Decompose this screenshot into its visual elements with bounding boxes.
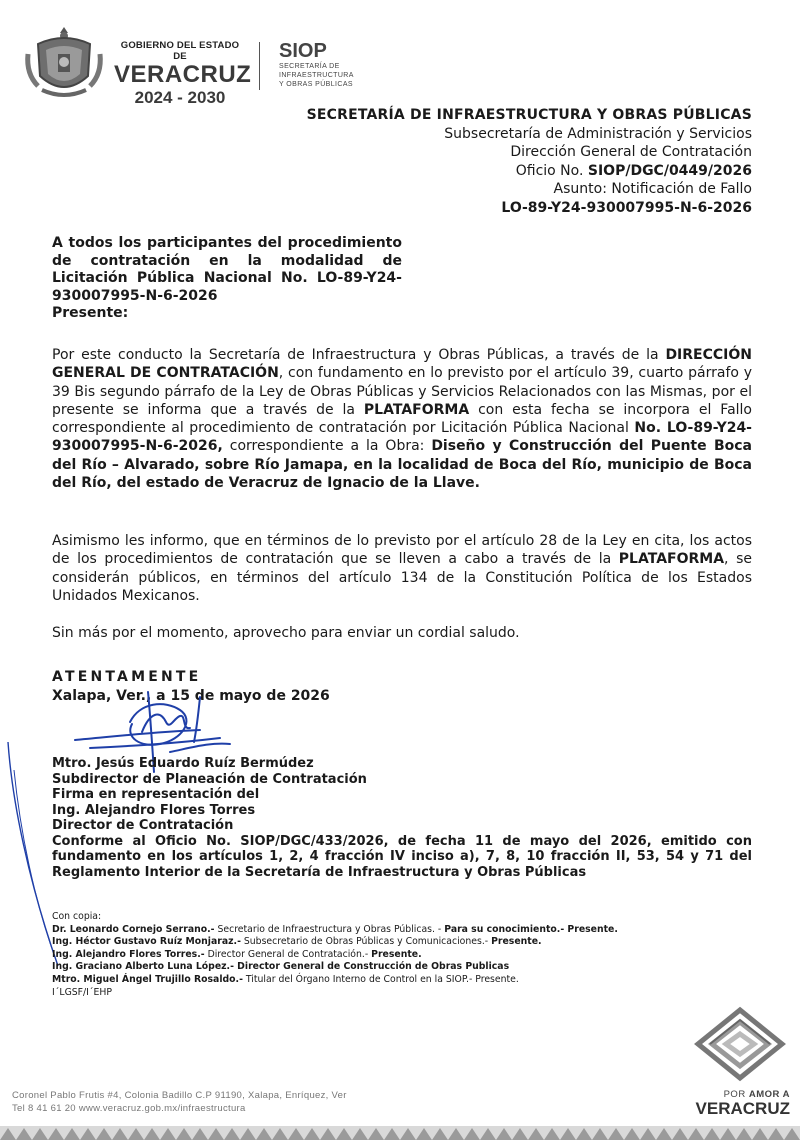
cc-item: Dr. Leonardo Cornejo Serrano.- Secretario de Infraestructura y Obras Públicas. - Para su conocimiento.- Presente. bbox=[52, 923, 618, 935]
cc-item: Ing. Alejandro Flores Torres.- Director General de Contratación.- Presente. bbox=[52, 948, 422, 960]
p2-text-c: , se considerán públicos, en términos del artículo 134 de la Constitución Política de los Estados Unidados Mexicanos. bbox=[52, 551, 752, 604]
body-paragraph-1 bbox=[52, 346, 752, 492]
p1-text-b: DIRECCIÓN GENERAL DE CONTRATACIÓN bbox=[52, 347, 752, 382]
legal-basis: Conforme al Oficio No. SIOP/DGC/433/2026, de fecha 11 de mayo del 2026, emitido con fundamento en los artículos 1, 2, 4 fracción IV inciso a), 7, 8, 10 fracción II, 53, 54 y 71 del Reglamento Interior de la Secretaría de Infraestructura y Obras Públicas bbox=[52, 833, 752, 880]
siop-sub-3: Y OBRAS PÚBLICAS bbox=[279, 81, 353, 88]
motto-bottom: VERACRUZ bbox=[695, 1099, 790, 1118]
motto-top-a: POR bbox=[723, 1089, 749, 1100]
footer-contact-line: Tel 8 41 61 20 www.veracruz.gob.mx/infraestructura bbox=[12, 1103, 246, 1114]
p2-text-b: PLATAFORMA bbox=[618, 551, 725, 568]
oficio-label: Oficio No. bbox=[515, 162, 588, 179]
oficio-number bbox=[307, 162, 752, 181]
oficio-value: SIOP/DGC/0449/2026 bbox=[587, 162, 752, 179]
body-paragraph-3: Sin más por el momento, aprovecho para enviar un cordial saludo. bbox=[52, 625, 520, 641]
addressee-presente: Presente: bbox=[52, 305, 129, 321]
p1-text-g: correspondiente a la Obra: bbox=[222, 438, 432, 455]
reference-number: LO-89-Y24-930007995-N-6-2026 bbox=[501, 199, 752, 216]
org-header bbox=[307, 106, 752, 217]
p1-text-e: con esta fecha se incorpora el Fallo correspondiente al procedimiento de contratación por Licitación Pública Nacional bbox=[52, 401, 752, 437]
signer-role: Subdirector de Planeación de Contratación bbox=[52, 771, 367, 787]
p1-text-a: Por este conducto la Secretaría de Infraestructura y Obras Públicas, a través de la bbox=[52, 347, 666, 363]
siop-wordmark bbox=[279, 40, 389, 89]
gov-line-1: GOBIERNO DEL ESTADO DE bbox=[120, 40, 240, 62]
cc-item: Ing. Héctor Gustavo Ruíz Monjaraz.- Subsecretario de Obras Públicas y Comunicaciones.- Presente. bbox=[52, 936, 542, 948]
motto-top-b: AMOR A bbox=[748, 1089, 790, 1100]
cc-item: Ing. Graciano Alberto Luna López.- Director General de Construcción de Obras Publicas bbox=[52, 961, 510, 973]
place-date: Xalapa, Ver., a 15 de mayo de 2026 bbox=[52, 687, 330, 704]
signer-block bbox=[52, 756, 752, 880]
org-line-1: Subsecretaría de Administración y Servicios bbox=[444, 125, 752, 142]
org-title: SECRETARÍA DE INFRAESTRUCTURA Y OBRAS PÚBLICAS bbox=[306, 107, 752, 123]
gov-line-3: 2024 - 2030 bbox=[134, 88, 226, 107]
cc-initials: I´LGSF/I´EHP bbox=[52, 986, 113, 998]
siop-title: SIOP bbox=[279, 40, 327, 62]
p1-text-d: PLATAFORMA bbox=[363, 401, 470, 418]
body-paragraph-2 bbox=[52, 532, 752, 605]
addressee bbox=[52, 235, 402, 323]
cc-item: Mtro. Miguel Ángel Trujillo Rosaldo.- Titular del Órgano Interno de Control en la SIOP.- Presente. bbox=[52, 973, 519, 985]
footer-address-line: Coronel Pablo Frutis #4, Colonia Badillo C.P 91190, Xalapa, Enríquez, Ver bbox=[12, 1090, 347, 1101]
p1-text-h: Diseño y Construcción del Puente Boca del Río – Alvarado, sobre Río Jamapa, en la localidad de Boca del Río, municipio de Boca del Río, del estado de Veracruz de Ignacio de la Llave. bbox=[52, 438, 752, 492]
p1-text-f: No. LO-89-Y24-930007995-N-6-2026, bbox=[52, 420, 752, 455]
state-seal-icon bbox=[22, 24, 106, 100]
represented-name: Ing. Alejandro Flores Torres bbox=[52, 802, 256, 818]
margin-stroke bbox=[0, 740, 60, 970]
asunto: Asunto: Notificación de Fallo bbox=[553, 181, 752, 197]
atentamente: ATENTAMENTE bbox=[52, 669, 202, 685]
signer-name: Mtro. Jesús Eduardo Ruíz Bermúdez bbox=[52, 756, 314, 771]
government-wordmark bbox=[114, 40, 252, 108]
gov-line-2: VERACRUZ bbox=[114, 61, 252, 88]
cc-list bbox=[52, 911, 672, 999]
footer-address bbox=[12, 1089, 347, 1115]
bottom-pattern-band bbox=[0, 1126, 800, 1140]
header-divider bbox=[259, 42, 260, 90]
org-line-2: Dirección General de Contratación bbox=[510, 144, 752, 160]
addressee-text: A todos los participantes del procedimiento de contratación en la modalidad de Licitación Pública Nacional No. LO-89-Y24-930007995-N-6-2026 bbox=[52, 235, 402, 304]
signer-on-behalf: Firma en representación del bbox=[52, 787, 260, 802]
motto bbox=[672, 1089, 790, 1118]
p2-text-a: Asimismo les informo, que en términos de lo previsto por el artículo 28 de la Ley en cita, los actos de los procedimientos de contratación que se lleven a cabo a través de la bbox=[52, 533, 752, 568]
represented-role: Director de Contratación bbox=[52, 818, 234, 833]
cc-label: Con copia: bbox=[52, 911, 102, 922]
veracruz-emblem-icon bbox=[690, 1004, 790, 1084]
p1-text-c: , con fundamento en lo previsto por el artículo 39, cuarto párrafo y 39 Bis segundo párrafo de la Ley de Obras Públicas y Servicios Relacionados con las Mismas, por el presente se informa que a través de la bbox=[52, 365, 752, 418]
siop-sub-2: INFRAESTRUCTURA bbox=[279, 72, 354, 79]
siop-sub-1: SECRETARÍA DE bbox=[279, 63, 340, 70]
